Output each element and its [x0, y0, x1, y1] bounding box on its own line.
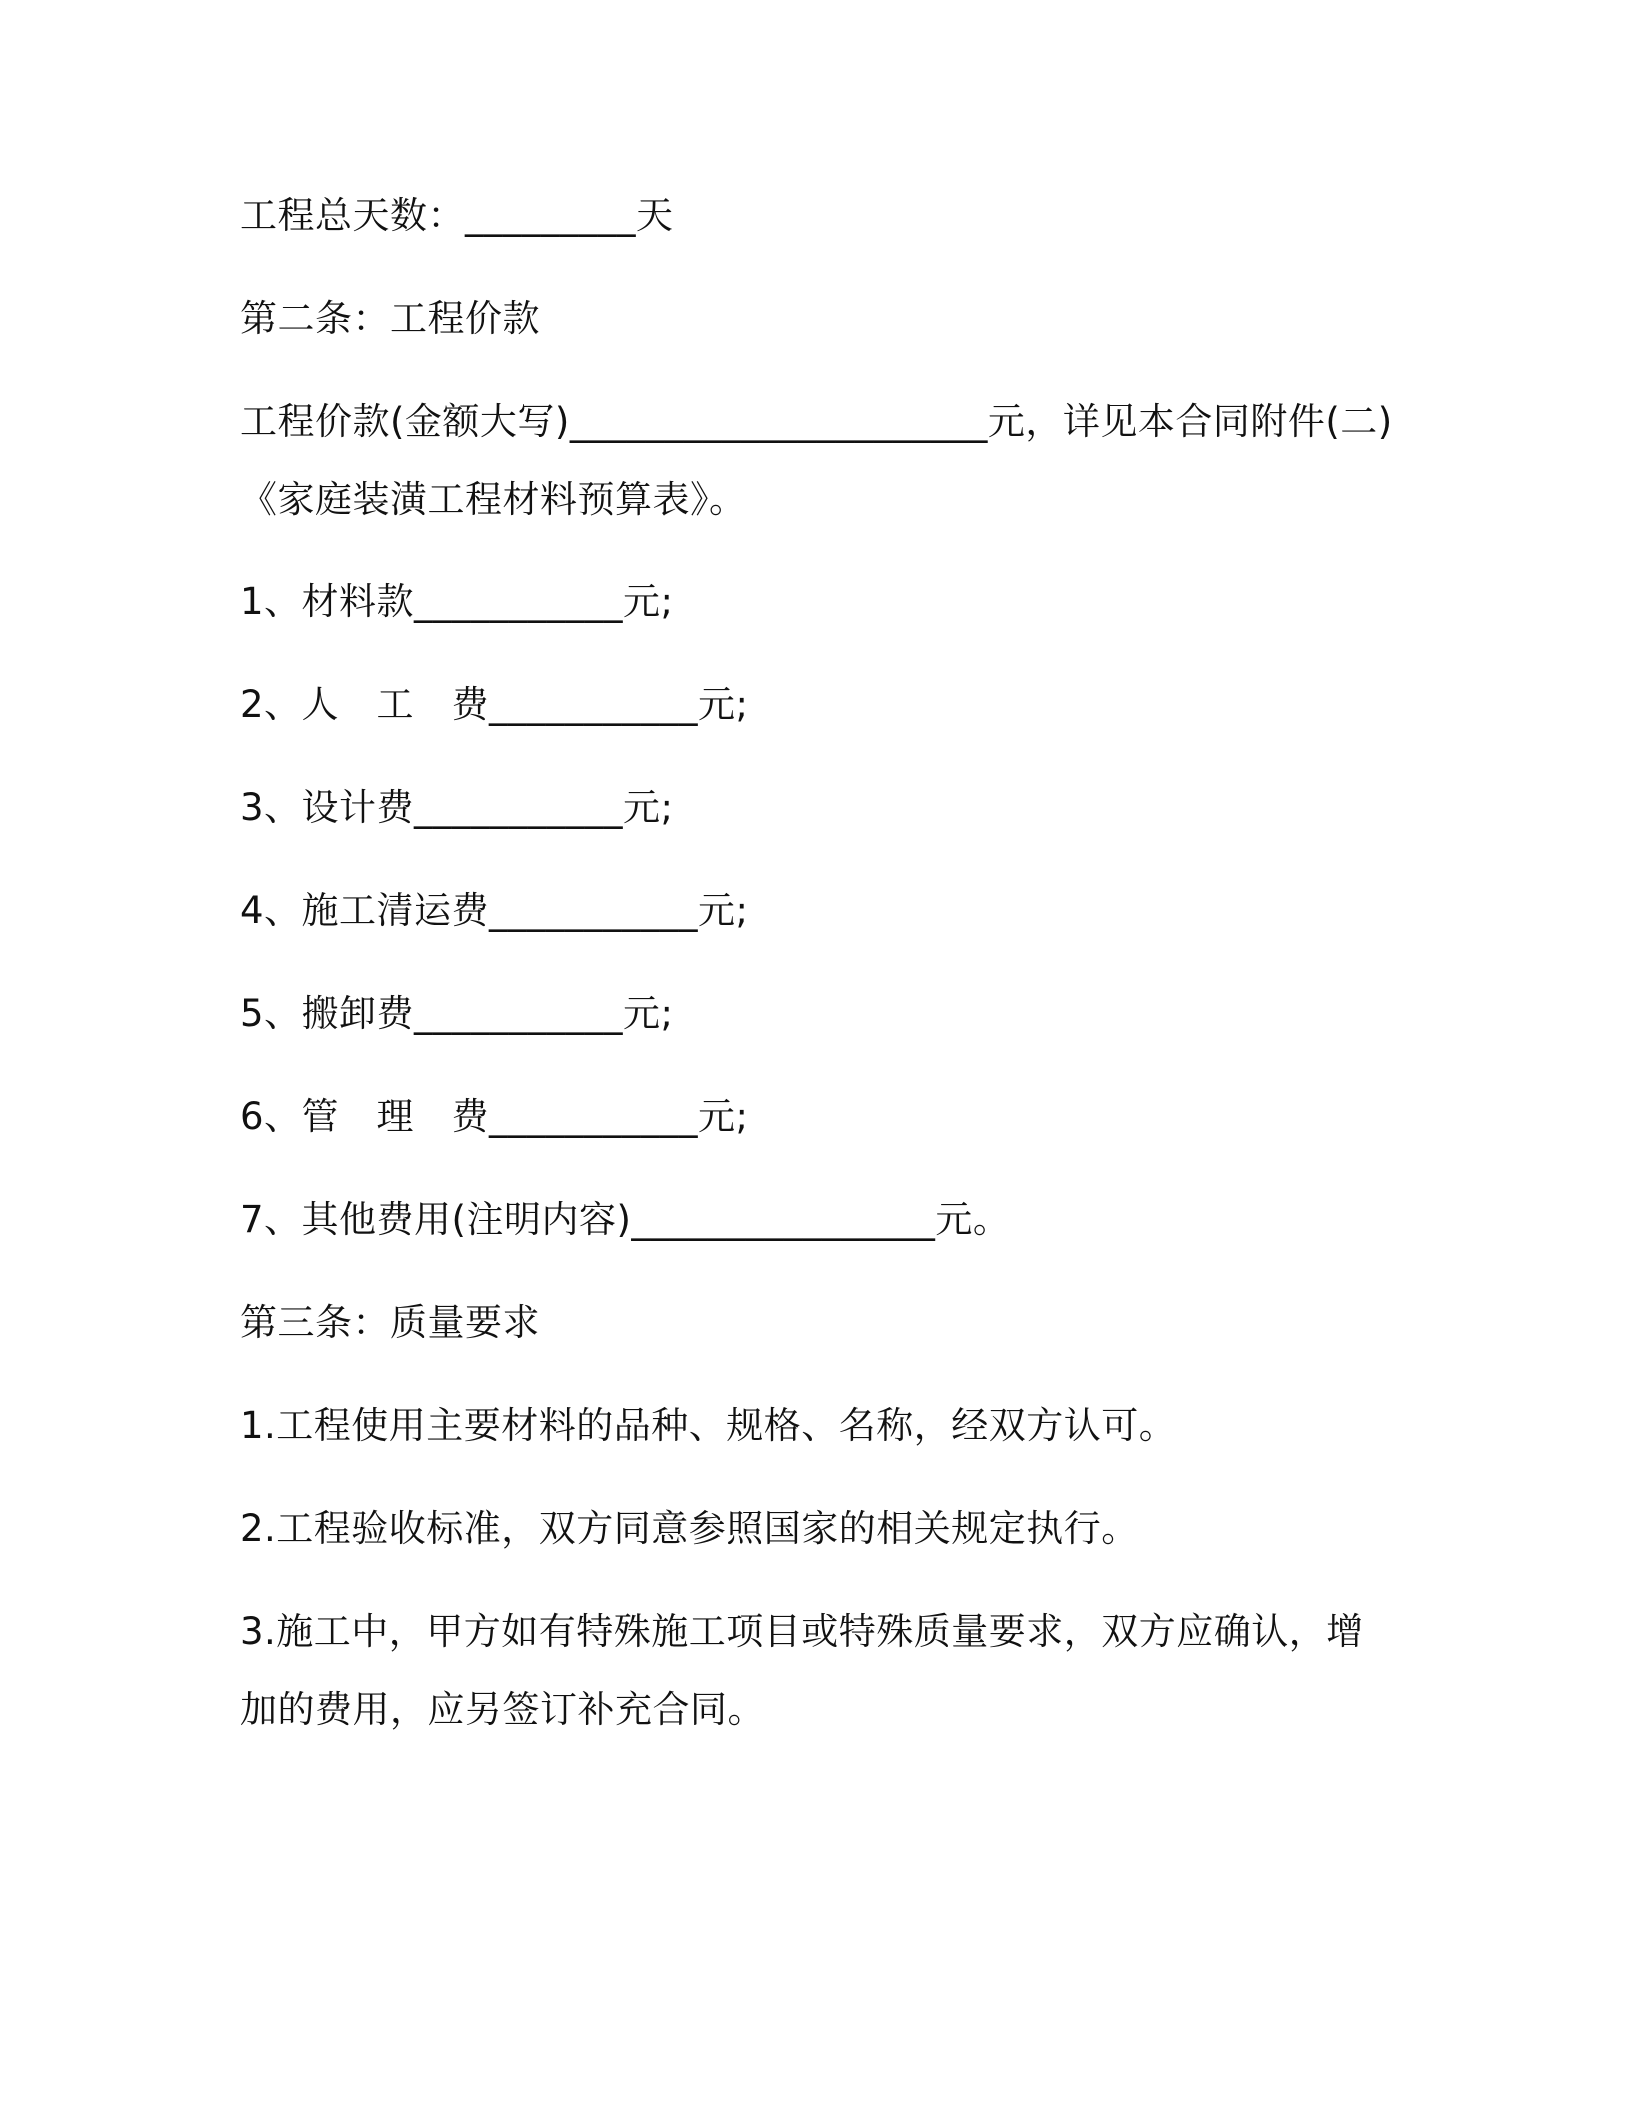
list-item-cleanup-fee: 4、施工清运费___________元; [240, 889, 749, 932]
price-amount-line-continued: 《家庭装潢工程材料预算表》。 [240, 478, 747, 521]
quality-item-3: 3.施工中，甲方如有特殊施工项目或特殊质量要求，双方应确认，增 [240, 1610, 1364, 1653]
list-item-design-fee: 3、设计费___________元; [240, 786, 674, 829]
price-amount-line: 工程价款(金额大写)______________________元，详见本合同附件(二) [240, 400, 1393, 443]
total-days-line: 工程总天数：_________天 [240, 194, 674, 237]
quality-item-3-continued: 加的费用，应另签订补充合同。 [240, 1688, 765, 1731]
list-item-other-fee: 7、其他费用(注明内容)________________元。 [240, 1198, 1011, 1241]
list-item-management-fee: 6、管 理 费___________元; [240, 1095, 749, 1138]
list-item-moving-fee: 5、搬卸费___________元; [240, 992, 674, 1035]
list-item-material-fee: 1、材料款___________元; [240, 580, 674, 623]
quality-item-2: 2.工程验收标准，双方同意参照国家的相关规定执行。 [240, 1507, 1139, 1550]
article-3-heading: 第三条：质量要求 [240, 1301, 540, 1344]
article-2-heading: 第二条：工程价款 [240, 297, 540, 340]
list-item-labor-fee: 2、人 工 费___________元; [240, 683, 749, 726]
quality-item-1: 1.工程使用主要材料的品种、规格、名称，经双方认可。 [240, 1404, 1177, 1447]
